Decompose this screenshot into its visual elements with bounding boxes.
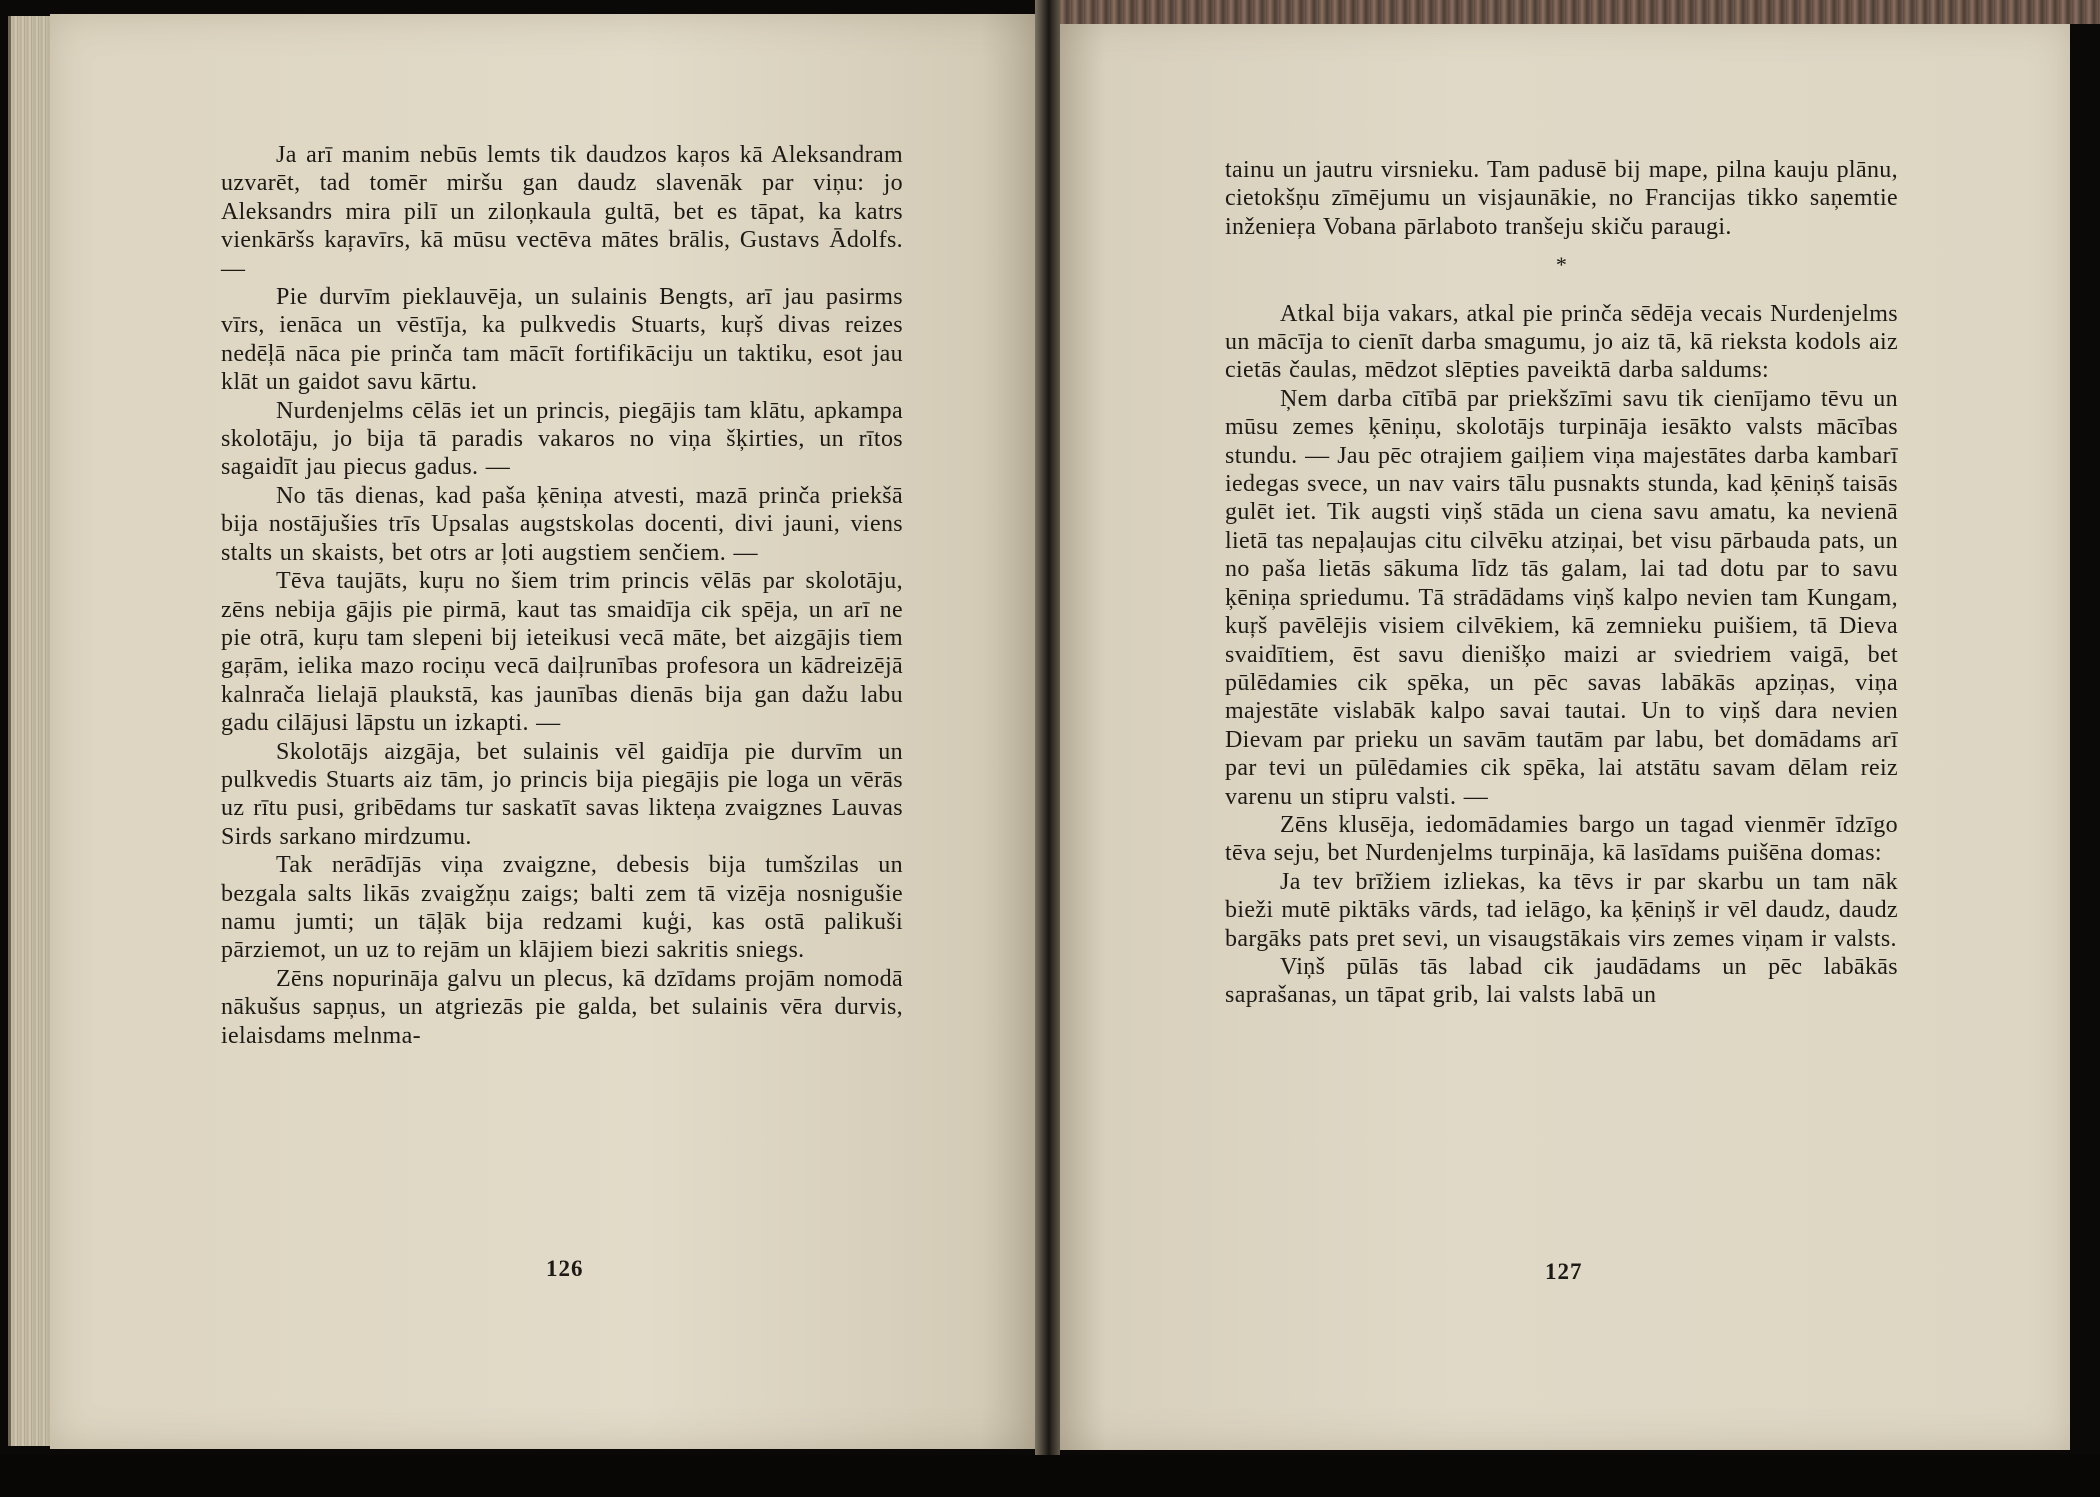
paragraph: Nurdenjelms cēlās iet un princis, piegājis tam klātu, apkampa skolotāju, jo bija tā paradis vakaros no viņa šķirties, un rītos sagaidīt jau piecus gadus. —	[221, 397, 903, 481]
paragraph: Ja tev brīžiem izliekas, ka tēvs ir par skarbu un tam nāk bieži mutē piktāks vārds, tad ielāgo, ka ķēniņš ir vēl daudz, daudz bargāks pats pret sevi, un visaugstākais virs zemes viņam ir valsts.	[1225, 868, 1898, 952]
scan-background	[0, 1455, 2100, 1497]
paragraph-continued: tainu un jautru virsnieku. Tam padusē bij mape, pilna kauju plānu, cietokšņu zīmējumu un visjaunākie, no Francijas tikko saņemtie inženieŗa Vobana pārlaboto tranšeju skiču paraugi.	[1225, 157, 1898, 240]
paragraph: Viņš pūlās tās labad cik jaudādams un pēc labākās saprašanas, un tāpat grib, lai valsts labā un	[1225, 953, 1898, 1009]
paragraph: Atkal bija vakars, atkal pie prinča sēdēja vecais Nurdenjelms un mācīja to cienīt darba smagumu, jo aiz tā, kā rieksta kodols aiz cietās čaulas, mēdzot slēpties paveiktā darba saldums:	[1225, 300, 1898, 384]
paragraph: Ja arī manim nebūs lemts tik daudzos kaŗos kā Aleksandram uzvarēt, tad tomēr miršu gan daudz slavenāk par viņu: jo Aleksandrs mira pilī un ziloņkaula gultā, bet es tāpat, ka katrs vienkāršs kaŗavīrs, kā mūsu vectēva mātes brālis, Gustavs Ādolfs. —	[221, 142, 903, 282]
paragraph: Zēns nopurināja galvu un plecus, kā dzīdams projām nomodā nākušus sapņus, un atgriezās pie galda, bet sulainis vēra durvis, ielaisdams melnma-	[221, 965, 903, 1049]
left-page-text	[221, 141, 903, 1050]
book-gutter	[1035, 0, 1060, 1460]
paragraph: Pie durvīm pieklauvēja, un sulainis Bengts, arī jau pasirms vīrs, ienāca un vēstīja, ka pulkvedis Stuarts, kuŗš divas reizes nedēļā nāca pie prinča tam mācīt fortifikāciju un taktiku, esot jau klāt un gaidot savu kārtu.	[221, 284, 903, 396]
paragraph: Tēva taujāts, kuŗu no šiem trim princis vēlās par skolotāju, zēns nebija gājis pie pirmā, kaut tas smaidīja cik spēja, un arī ne pie otrā, kuŗu tam slepeni bij ieteikusi vecā māte, bet aizgājis tiem gaŗām, ielika mazo rociņu vecā daiļrunības profesora un kādreizējā kalnrača lielajā plaukstā, kas jaunības dienās bija gan dažu labu gadu cilājusi lāpstu un izkapti. —	[221, 568, 903, 737]
page-number-left: 126	[546, 1256, 584, 1281]
paragraph: Tak nerādījās viņa zvaigzne, debesis bija tumšzilas un bezgala salts likās zvaigžņu zaigs; balti zem tā vizēja nosnigušie namu jumti; un tāļāk bija redzami kuģi, kas ostā palikuši pārziemot, un uz to rejām un klājiem biezi sakritis sniegs.	[221, 852, 903, 964]
paragraph: Ņem darba cītībā par priekšzīmi savu tik cienījamo tēvu un mūsu zemes ķēniņu, skolotājs turpināja iesākto valsts mācības stundu. — Jau pēc otrajiem gaiļiem viņa majestātes darba kambarī iedegas svece, un nav vairs tālu pusnakts stunda, kad ķēniņš taisās gulēt iet. Tik augsti viņš stāda un ciena savu amatu, ka nevienā lietā tas nepaļaujas citu cilvēku atziņai, bet visu pārbauda pats, un no paša lietās sākuma līdz tās galam, lai tad dotu par to savu ķēniņa spriedumu. Tā strādādams viņš kalpo nevien tam Kungam, kuŗš pavēlējis visiem cilvēkiem, kā zemnieku puišiem, tā Dieva svaidītiem, ēst savu dienišķo maizi ar sviedriem vaigā, bet pūlēdamies cik spēka, un pēc savas labākās apziņas, viņa majestāte vislabāk kalpo savai tautai. Un to viņš dara nevien Dievam par prieku un savām tautām par labu, bet domādams arī par tevi un pūlēdamies cik spēka, lai atstātu savam dēlam reiz varenu un stipru valsti. —	[1225, 385, 1898, 810]
page-number-right: 127	[1545, 1259, 1583, 1284]
right-page-text	[1225, 156, 1898, 1010]
paragraph: No tās dienas, kad paša ķēniņa atvesti, mazā prinča priekšā bija nostājušies trīs Upsalas augstskolas docenti, divi jauni, viens stalts un skaists, bet otrs ar ļoti augstiem senčiem. —	[221, 482, 903, 566]
paragraph: Zēns klusēja, iedomādamies bargo un tagad vienmēr īdzīgo tēva seju, bet Nurdenjelms turpināja, kā lasīdams puišēna domas:	[1225, 811, 1898, 867]
binding-top-edge	[1045, 0, 2100, 24]
section-separator: *	[1555, 252, 1568, 278]
paragraph: Skolotājs aizgāja, bet sulainis vēl gaidīja pie durvīm un pulkvedis Stuarts aiz tām, jo princis bija piegājis pie loga un vērās uz rītu pusi, gribēdams tur saskatīt savas likteņa zvaigznes Lauvas Sirds sarkano mirdzumu.	[221, 738, 903, 850]
